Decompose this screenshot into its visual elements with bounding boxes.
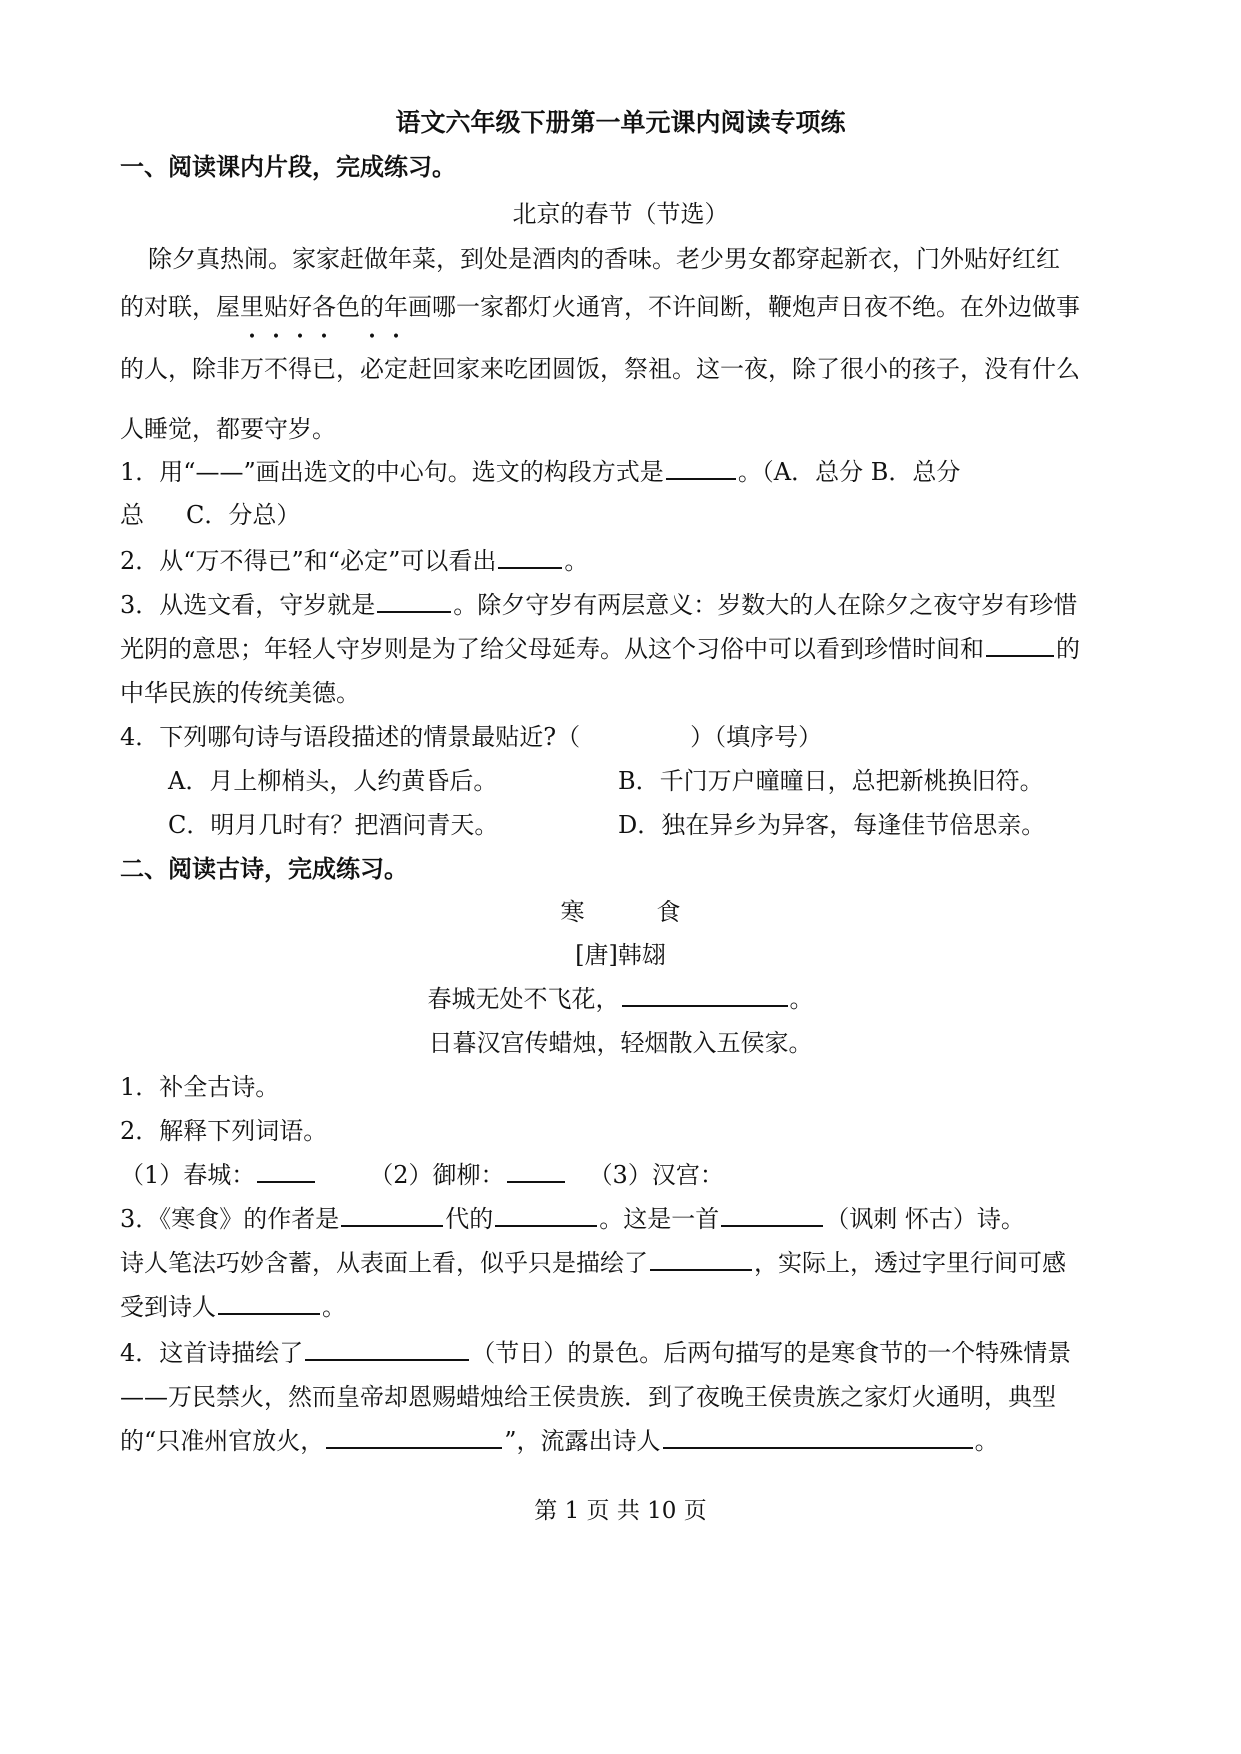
question-text: 受到诗人 [120, 1293, 216, 1321]
question-1 [120, 455, 960, 489]
answer-blank[interactable] [495, 1203, 597, 1227]
emphasis-char: 不 [264, 355, 288, 383]
question-text: 的“只准州官放火， [120, 1427, 325, 1455]
emphasis-char: 必 [360, 355, 384, 383]
passage-text: 的人，除非 [120, 355, 240, 383]
answer-blank[interactable] [650, 1247, 752, 1271]
answer-blank[interactable] [721, 1203, 823, 1227]
answer-blank[interactable] [257, 1159, 315, 1183]
poem-line-1 [0, 982, 1241, 1016]
question-1-cont [120, 498, 300, 532]
answer-blank[interactable] [326, 1425, 502, 1449]
page-footer: 第 1 页 共 10 页 [534, 1498, 707, 1524]
poem-question-1: 1．补全古诗。 [120, 1073, 280, 1101]
question-text: 光阴的意思；年轻人守岁则是为了给父母延寿。从这个习俗中可以看到珍惜时间和 [120, 635, 984, 663]
emphasis-char: 万 [240, 355, 264, 383]
emphasis-char: 已 [312, 355, 336, 383]
question-text: 4．下列哪句诗与语段描述的情景最贴近?（ [120, 723, 581, 751]
question-text: 总 [120, 501, 144, 529]
answer-blank[interactable] [507, 1159, 565, 1183]
emphasis-char: 得 [288, 355, 312, 383]
poem-question-3-cont [120, 1246, 1066, 1280]
question-text: 。这是一首 [599, 1205, 720, 1233]
section2-heading: 二、阅读古诗，完成练习。 [120, 854, 408, 883]
answer-blank[interactable] [622, 983, 788, 1007]
poem-title: 寒 食 [560, 898, 681, 926]
question-text: ，实际上，透过字里行间可感 [754, 1249, 1066, 1277]
question-text: （1）春城： [120, 1161, 256, 1189]
question-text: 1．用“——”画出选文的中心句。选文的构段方式是 [120, 458, 664, 486]
poem-question-4 [120, 1336, 1071, 1370]
question-text: （讽刺 怀古）诗。 [825, 1205, 1025, 1233]
question-text: 。 [974, 1427, 999, 1455]
answer-blank[interactable] [218, 1291, 320, 1315]
question-3-cont [120, 632, 1080, 666]
passage-line-2: 的对联，屋里贴好各色的年画哪一家都灯火通宵，不许间断，鞭炮声日夜不绝。在外边做事 [120, 293, 1080, 321]
option-b: B．千门万户曈曈日，总把新桃换旧符。 [618, 767, 1044, 795]
passage-title: 北京的春节（节选） [512, 200, 729, 228]
passage-text: ， [336, 355, 360, 383]
question-text: 3．从选文看，守岁就是 [120, 591, 376, 619]
passage-line-1: 除夕真热闹。家家赶做年菜，到处是酒肉的香味。老少男女都穿起新衣，门外贴好红红 [148, 245, 1060, 273]
question-text: ）（填序号） [690, 723, 823, 751]
poem-question-4-cont: ——万民禁火，然而皇帝却恩赐蜡烛给王侯贵族．到了夜晚王侯贵族之家灯火通明，典型 [120, 1383, 1056, 1411]
option-d: D．独在异乡为异客，每逢佳节倍思亲。 [618, 811, 1046, 839]
poem-question-3 [120, 1202, 1025, 1236]
answer-blank[interactable] [498, 545, 562, 569]
question-3 [120, 588, 1077, 622]
question-text: （2）御柳： [369, 1161, 505, 1189]
question-text: 。 [322, 1293, 346, 1321]
question-text: 。 [564, 547, 589, 575]
question-text: 3．《寒食》的作者是 [120, 1205, 340, 1233]
poem-text: 。 [789, 985, 814, 1013]
question-text: 诗人笔法巧妙含蓄，从表面上看，似乎只是描绘了 [120, 1249, 648, 1277]
poem-author: [唐]韩翃 [575, 941, 666, 969]
question-text: 。除夕守岁有两层意义：岁数大的人在除夕之夜守岁有珍惜 [453, 591, 1078, 619]
poem-question-3-end [120, 1290, 346, 1324]
answer-blank[interactable] [666, 456, 736, 480]
option-a: A．月上柳梢头，人约黄昏后。 [168, 767, 498, 795]
answer-blank[interactable] [305, 1337, 469, 1361]
question-text: 。（A．总分 B．总分 [737, 458, 961, 486]
question-text: 2．从“万不得已”和“必定”可以看出 [120, 547, 497, 575]
question-4 [120, 720, 822, 754]
question-text: （3）汉宫： [588, 1161, 724, 1189]
question-3-end: 中华民族的传统美德。 [120, 679, 360, 707]
answer-blank[interactable] [663, 1425, 973, 1449]
answer-blank[interactable] [986, 633, 1054, 657]
option-c: C．明月几时有？把酒问青天。 [168, 811, 499, 839]
answer-blank[interactable] [341, 1203, 443, 1227]
passage-text: 赶回家来吃团圆饭，祭祖。这一夜，除了很小的孩子，没有什么 [408, 355, 1080, 383]
question-text: C．分总） [186, 501, 301, 529]
poem-text: 春城无处不飞花， [427, 985, 620, 1013]
question-text: （节日）的景色。后两句描写的是寒食节的一个特殊情景 [471, 1339, 1072, 1367]
emphasis-char: 定 [384, 355, 408, 383]
question-text: 代的 [445, 1205, 494, 1233]
question-text: ”，流露出诗人 [504, 1427, 661, 1455]
document-title: 语文六年级下册第一单元课内阅读专项练 [395, 108, 846, 137]
passage-line-4: 人睡觉，都要守岁。 [120, 415, 336, 443]
question-2 [120, 544, 588, 578]
question-text: 的 [1056, 635, 1080, 663]
answer-blank[interactable] [377, 589, 451, 613]
section1-heading: 一、阅读课内片段，完成练习。 [120, 152, 456, 181]
poem-question-2-items [120, 1158, 724, 1192]
question-text: 4．这首诗描绘了 [120, 1339, 304, 1367]
poem-question-2: 2．解释下列词语。 [120, 1117, 328, 1145]
poem-line-2: 日暮汉宫传蜡烛，轻烟散入五侯家。 [428, 1029, 813, 1057]
poem-question-4-end [120, 1424, 999, 1458]
passage-line-3 [120, 352, 1080, 386]
